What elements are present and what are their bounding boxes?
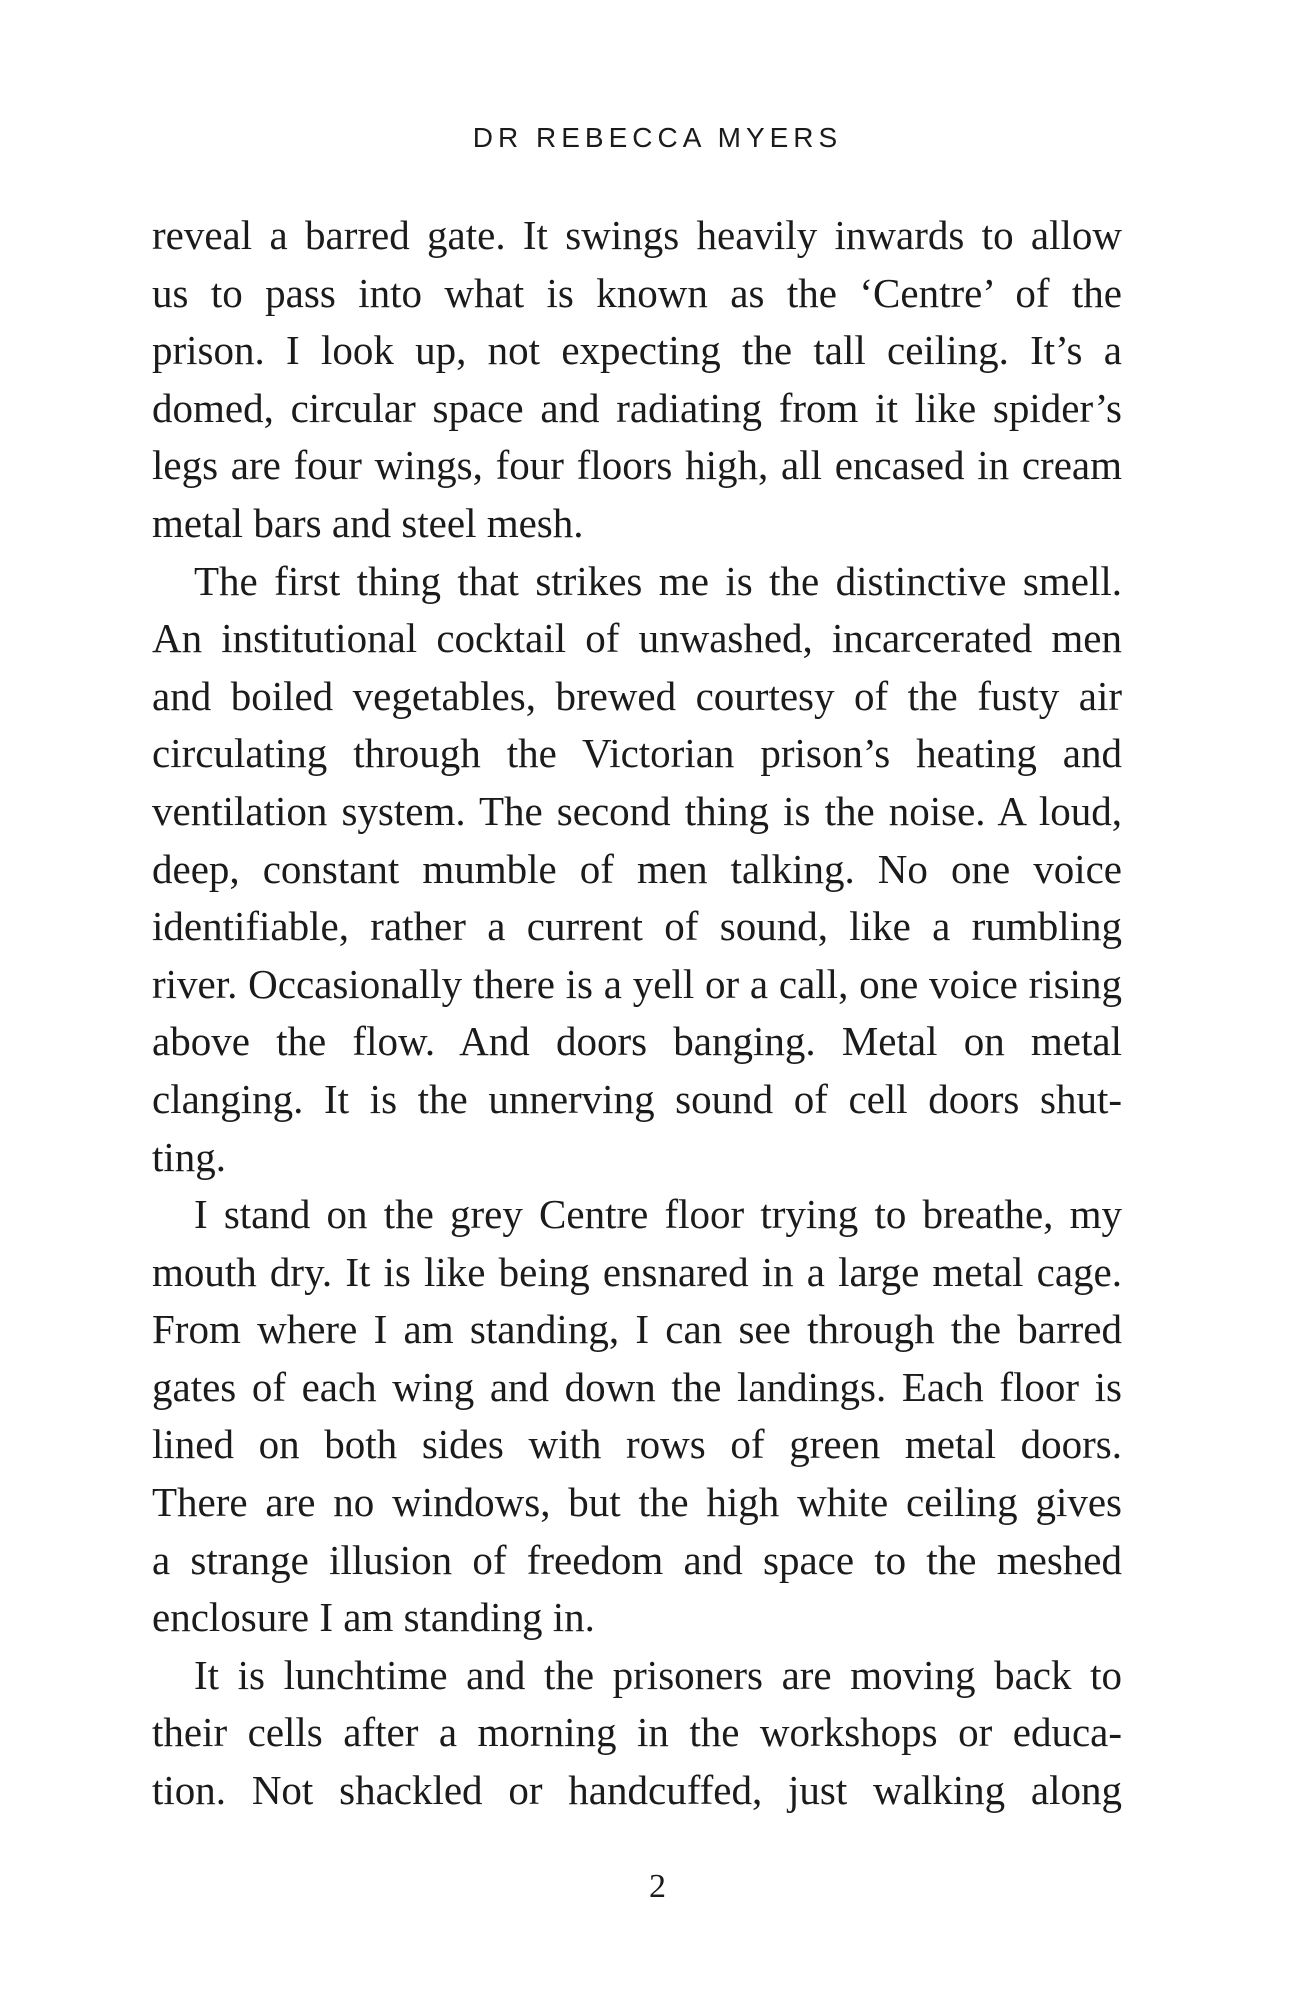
- running-head: DR REBECCA MYERS: [472, 122, 843, 153]
- text-line: and boiled vegetables, brewed courtesy of the fusty air: [152, 672, 1122, 719]
- text-line: prison. I look up, not expecting the tall ceiling. It’s a: [152, 327, 1122, 374]
- text-line: tion. Not shackled or handcuffed, just walking along: [152, 1767, 1122, 1814]
- text-line: domed, circular space and radiating from it like spider’s: [152, 384, 1122, 431]
- text-line: their cells after a morning in the workshops or educa-: [152, 1709, 1122, 1756]
- text-line: lined on both sides with rows of green metal doors.: [152, 1421, 1122, 1468]
- text-line: legs are four wings, four floors high, all encased in cream: [152, 442, 1122, 489]
- text-line: ting.: [152, 1133, 227, 1180]
- text-line: It is lunchtime and the prisoners are moving back to: [194, 1651, 1122, 1698]
- text-line: From where I am standing, I can see through the barred: [152, 1306, 1122, 1353]
- text-line: identifiable, rather a current of sound, like a rumbling: [152, 903, 1122, 950]
- paragraph: [152, 207, 1122, 553]
- paragraph: [152, 1647, 1122, 1820]
- paragraph: [152, 1186, 1122, 1647]
- text-line: us to pass into what is known as the ‘Centre’ of the: [152, 269, 1122, 316]
- body-text: [152, 207, 1122, 1820]
- page-number: 2: [649, 1868, 666, 1905]
- text-line: The first thing that strikes me is the distinctive smell.: [194, 557, 1122, 604]
- text-line: enclosure I am standing in.: [152, 1594, 595, 1641]
- text-line: gates of each wing and down the landings. Each floor is: [152, 1363, 1122, 1410]
- text-line: reveal a barred gate. It swings heavily inwards to allow: [152, 212, 1122, 258]
- text-line: ventilation system. The second thing is the noise. A loud,: [152, 787, 1122, 834]
- paragraph: [152, 553, 1122, 1187]
- text-line: river. Occasionally there is a yell or a call, one voice rising: [152, 960, 1122, 1007]
- text-line: deep, constant mumble of men talking. No one voice: [152, 845, 1122, 892]
- text-line: There are no windows, but the high white ceiling gives: [152, 1479, 1122, 1526]
- text-line: circulating through the Victorian prison’s heating and: [152, 730, 1122, 777]
- text-line: mouth dry. It is like being ensnared in a large metal cage.: [152, 1248, 1122, 1295]
- text-line: a strange illusion of freedom and space to the meshed: [152, 1536, 1122, 1583]
- text-line: metal bars and steel mesh.: [152, 499, 584, 546]
- text-line: clanging. It is the unnerving sound of cell doors shut-: [152, 1075, 1122, 1122]
- text-line: above the flow. And doors banging. Metal on metal: [152, 1018, 1122, 1065]
- text-line: An institutional cocktail of unwashed, incarcerated men: [152, 615, 1122, 662]
- text-line: I stand on the grey Centre floor trying to breathe, my: [194, 1191, 1122, 1238]
